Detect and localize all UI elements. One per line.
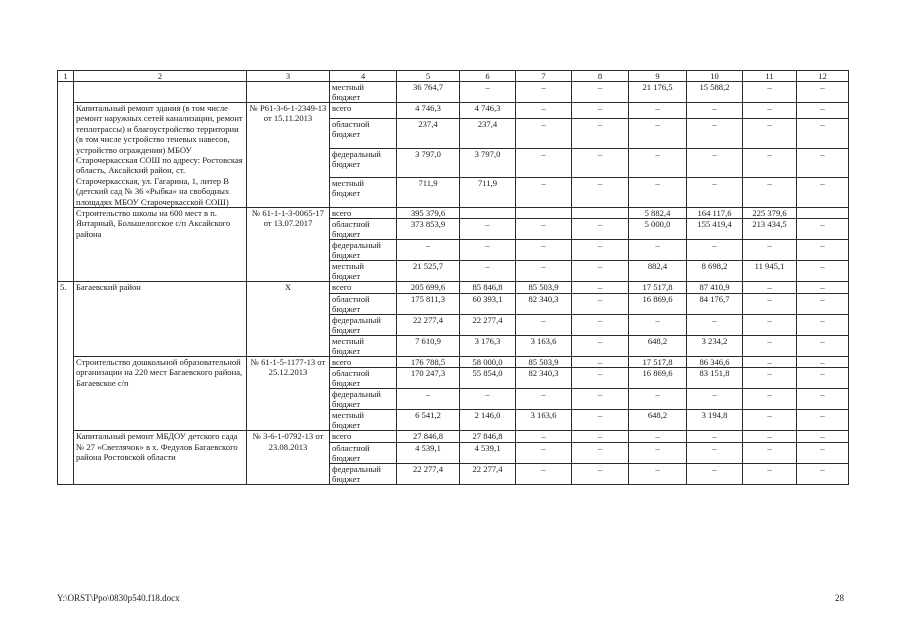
amount-cell: – (797, 240, 849, 261)
amount-cell: – (743, 368, 797, 389)
amount-cell: – (629, 389, 687, 410)
funding-source-cell: областной бюджет (330, 119, 397, 149)
amount-cell: – (797, 103, 849, 119)
document-number-cell: Х (247, 282, 330, 356)
document-number-cell: № 61-1-5-1177-13 от 25.12.2013 (247, 356, 330, 430)
amount-cell: 17 517,8 (629, 356, 687, 367)
amount-cell: 22 277,4 (397, 314, 460, 335)
amount-cell: – (797, 356, 849, 367)
amount-cell: 85 503,9 (516, 282, 572, 293)
row-number-cell: 5. (58, 282, 74, 484)
funding-source-cell: областной бюджет (330, 293, 397, 314)
amount-cell: – (572, 219, 629, 240)
amount-cell: 4 746,3 (460, 103, 516, 119)
amount-cell: 175 811,3 (397, 293, 460, 314)
funding-source-cell: всего (330, 356, 397, 367)
amount-cell: – (572, 389, 629, 410)
object-name-cell: Капитальный ремонт здания (в том числе ремонт наружных сетей канализации, ремонт теплотрассы) и благоустройство территории (в том числе устройство теневых навесов, устройство ограждения) МБОУ Старочеркасская СОШ по адресу: Ростовская область, Аксайский район, ст. Старочеркасская, ул. Гагарина, 1, литер В (детский сад № 36 «Рыбка» на свободных площадях МБОУ Старочеркасской СОШ) (74, 103, 247, 208)
funding-source-cell: федеральный бюджет (330, 314, 397, 335)
amount-cell: – (743, 119, 797, 149)
amount-cell: – (743, 82, 797, 103)
amount-cell: 16 869,6 (629, 293, 687, 314)
amount-cell: 17 517,8 (629, 282, 687, 293)
amount-cell: – (629, 148, 687, 178)
amount-cell: – (516, 240, 572, 261)
funding-source-cell: федеральный бюджет (330, 463, 397, 484)
amount-cell: – (460, 240, 516, 261)
amount-cell: 82 340,3 (516, 293, 572, 314)
amount-cell: 85 846,8 (460, 282, 516, 293)
amount-cell: 3 163,6 (516, 410, 572, 431)
amount-cell: – (687, 119, 743, 149)
funding-source-cell: местный бюджет (330, 261, 397, 282)
document-number-cell: № 61-1-1-3-0065-17 от 13.07.2017 (247, 208, 330, 282)
amount-cell: 225 379,6 (743, 208, 797, 219)
amount-cell: 395 379,6 (397, 208, 460, 219)
amount-cell: – (797, 119, 849, 149)
amount-cell: – (743, 103, 797, 119)
amount-cell: – (687, 240, 743, 261)
amount-cell: 155 419,4 (687, 219, 743, 240)
funding-source-cell: федеральный бюджет (330, 148, 397, 178)
amount-cell: – (797, 261, 849, 282)
amount-cell: – (516, 119, 572, 149)
amount-cell: – (572, 442, 629, 463)
amount-cell: 648,2 (629, 335, 687, 356)
amount-cell: 213 434,5 (743, 219, 797, 240)
amount-cell: 3 176,3 (460, 335, 516, 356)
amount-cell: 87 410,9 (687, 282, 743, 293)
amount-cell: – (797, 148, 849, 178)
amount-cell: 3 234,2 (687, 335, 743, 356)
amount-cell: – (516, 389, 572, 410)
amount-cell: – (516, 82, 572, 103)
amount-cell: – (572, 240, 629, 261)
amount-cell: – (743, 335, 797, 356)
amount-cell: – (687, 463, 743, 484)
amount-cell: 27 846,8 (397, 431, 460, 442)
funding-source-cell: местный бюджет (330, 178, 397, 208)
amount-cell: 21 525,7 (397, 261, 460, 282)
amount-cell: – (797, 389, 849, 410)
funding-source-cell: федеральный бюджет (330, 389, 397, 410)
amount-cell: – (743, 148, 797, 178)
amount-cell: – (572, 148, 629, 178)
amount-cell: – (797, 293, 849, 314)
amount-cell: 373 853,9 (397, 219, 460, 240)
amount-cell: – (687, 178, 743, 208)
amount-cell: – (629, 119, 687, 149)
amount-cell: – (572, 463, 629, 484)
amount-cell: 5 000,0 (629, 219, 687, 240)
amount-cell: – (572, 261, 629, 282)
object-name-cell: Багаевский район (74, 282, 247, 356)
table-row (58, 282, 849, 293)
amount-cell: – (797, 442, 849, 463)
amount-cell: – (572, 314, 629, 335)
column-number: 1 (58, 71, 74, 82)
page-number: 28 (835, 593, 844, 603)
amount-cell: 3 797,0 (397, 148, 460, 178)
amount-cell: – (572, 119, 629, 149)
amount-cell: – (743, 178, 797, 208)
object-name-cell (74, 82, 247, 103)
amount-cell: – (629, 178, 687, 208)
amount-cell (516, 208, 572, 219)
table-row (58, 103, 849, 119)
amount-cell: 36 764,7 (397, 82, 460, 103)
amount-cell: – (516, 103, 572, 119)
amount-cell: – (743, 463, 797, 484)
budget-table (57, 70, 849, 485)
funding-source-cell: всего (330, 208, 397, 219)
funding-source-cell: всего (330, 103, 397, 119)
document-number-cell (247, 82, 330, 103)
amount-cell: – (516, 463, 572, 484)
amount-cell: 16 869,6 (629, 368, 687, 389)
row-number-cell (58, 82, 74, 282)
amount-cell: – (797, 219, 849, 240)
amount-cell: 4 539,1 (397, 442, 460, 463)
amount-cell: 22 277,4 (460, 463, 516, 484)
amount-cell: – (572, 335, 629, 356)
amount-cell: 84 176,7 (687, 293, 743, 314)
amount-cell: 5 882,4 (629, 208, 687, 219)
amount-cell: – (516, 431, 572, 442)
amount-cell: 86 346,6 (687, 356, 743, 367)
amount-cell (460, 208, 516, 219)
amount-cell: 711,9 (397, 178, 460, 208)
amount-cell: – (743, 431, 797, 442)
funding-source-cell: областной бюджет (330, 442, 397, 463)
amount-cell: 4 746,3 (397, 103, 460, 119)
amount-cell: – (516, 261, 572, 282)
amount-cell: – (797, 314, 849, 335)
amount-cell: – (572, 178, 629, 208)
amount-cell: 164 117,6 (687, 208, 743, 219)
amount-cell: 11 945,1 (743, 261, 797, 282)
amount-cell: – (629, 431, 687, 442)
amount-cell: – (572, 282, 629, 293)
column-number: 11 (743, 71, 797, 82)
amount-cell: – (460, 261, 516, 282)
amount-cell: – (572, 82, 629, 103)
column-number: 7 (516, 71, 572, 82)
amount-cell: – (397, 240, 460, 261)
funding-source-cell: всего (330, 431, 397, 442)
amount-cell: 2 146,0 (460, 410, 516, 431)
table-row (58, 356, 849, 367)
amount-cell: – (572, 410, 629, 431)
amount-cell: 85 503,9 (516, 356, 572, 367)
amount-cell: 176 788,5 (397, 356, 460, 367)
amount-cell: 8 698,2 (687, 261, 743, 282)
amount-cell: – (743, 442, 797, 463)
funding-source-cell: всего (330, 282, 397, 293)
object-name-cell: Строительство школы на 600 мест в п. Янтарный, Большелогское с/п Аксайского района (74, 208, 247, 282)
amount-cell: – (797, 431, 849, 442)
amount-cell: – (797, 368, 849, 389)
amount-cell: – (797, 82, 849, 103)
amount-cell: – (797, 463, 849, 484)
amount-cell: – (687, 148, 743, 178)
amount-cell: – (743, 293, 797, 314)
amount-cell: – (797, 335, 849, 356)
column-number: 10 (687, 71, 743, 82)
amount-cell: – (460, 82, 516, 103)
funding-source-cell: местный бюджет (330, 410, 397, 431)
amount-cell: – (743, 389, 797, 410)
amount-cell: – (743, 410, 797, 431)
column-number: 9 (629, 71, 687, 82)
amount-cell: – (572, 103, 629, 119)
column-number: 5 (397, 71, 460, 82)
column-number: 3 (247, 71, 330, 82)
amount-cell: – (460, 219, 516, 240)
amount-cell: 4 539,1 (460, 442, 516, 463)
amount-cell: – (516, 148, 572, 178)
amount-cell: – (629, 240, 687, 261)
amount-cell (797, 208, 849, 219)
amount-cell: 15 588,2 (687, 82, 743, 103)
amount-cell: 648,2 (629, 410, 687, 431)
amount-cell: – (687, 103, 743, 119)
amount-cell: – (629, 463, 687, 484)
amount-cell: – (572, 431, 629, 442)
amount-cell: 21 176,5 (629, 82, 687, 103)
amount-cell: – (460, 389, 516, 410)
table-row (58, 208, 849, 219)
funding-source-cell: федеральный бюджет (330, 240, 397, 261)
amount-cell: 3 163,6 (516, 335, 572, 356)
amount-cell: – (629, 314, 687, 335)
column-number: 12 (797, 71, 849, 82)
table-row (58, 82, 849, 103)
amount-cell: – (397, 389, 460, 410)
amount-cell: 55 854,0 (460, 368, 516, 389)
object-name-cell: Строительство дошкольной образовательной организации на 220 мест Багаевского района, Багаевское с/п (74, 356, 247, 430)
amount-cell: 22 277,4 (397, 463, 460, 484)
amount-cell: 82 340,3 (516, 368, 572, 389)
amount-cell: – (797, 178, 849, 208)
funding-source-cell: областной бюджет (330, 368, 397, 389)
footer-file-path: Y:\ORST\Ppo\0830p540.f18.docx (57, 593, 180, 603)
amount-cell: 6 541,2 (397, 410, 460, 431)
column-number: 2 (74, 71, 247, 82)
amount-cell: – (572, 356, 629, 367)
column-number: 4 (330, 71, 397, 82)
amount-cell: 7 610,9 (397, 335, 460, 356)
amount-cell: – (516, 314, 572, 335)
amount-cell: – (687, 389, 743, 410)
amount-cell: 58 000,0 (460, 356, 516, 367)
column-number-row (58, 71, 849, 82)
amount-cell: 60 393,1 (460, 293, 516, 314)
amount-cell: 22 277,4 (460, 314, 516, 335)
column-number: 6 (460, 71, 516, 82)
amount-cell: – (797, 282, 849, 293)
funding-source-cell: местный бюджет (330, 335, 397, 356)
amount-cell: – (572, 368, 629, 389)
amount-cell: 882,4 (629, 261, 687, 282)
amount-cell: – (797, 410, 849, 431)
amount-cell: – (743, 282, 797, 293)
amount-cell: – (629, 442, 687, 463)
document-number-cell: № 3-6-1-0792-13 от 23.08.2013 (247, 431, 330, 484)
funding-source-cell: областной бюджет (330, 219, 397, 240)
amount-cell: 3 194,8 (687, 410, 743, 431)
funding-source-cell: местный бюджет (330, 82, 397, 103)
document-number-cell: № Р61-3-6-1-2349-13 от 15.11.2013 (247, 103, 330, 208)
amount-cell: – (687, 314, 743, 335)
amount-cell: 27 846,8 (460, 431, 516, 442)
object-name-cell: Капитальный ремонт МБДОУ детского сада № 27 «Светлячок» в х. Федулов Багаевского района Ростовской области (74, 431, 247, 484)
amount-cell: 205 699,6 (397, 282, 460, 293)
column-number: 8 (572, 71, 629, 82)
amount-cell: 170 247,3 (397, 368, 460, 389)
amount-cell: 237,4 (460, 119, 516, 149)
amount-cell: – (687, 442, 743, 463)
amount-cell: – (516, 178, 572, 208)
amount-cell (572, 208, 629, 219)
amount-cell: – (743, 314, 797, 335)
amount-cell: – (572, 293, 629, 314)
amount-cell: 3 797,0 (460, 148, 516, 178)
amount-cell: – (516, 442, 572, 463)
amount-cell: 83 151,8 (687, 368, 743, 389)
amount-cell: – (629, 103, 687, 119)
amount-cell: – (687, 431, 743, 442)
amount-cell: – (743, 356, 797, 367)
table-row (58, 431, 849, 442)
amount-cell: 237,4 (397, 119, 460, 149)
amount-cell: – (516, 219, 572, 240)
amount-cell: – (743, 240, 797, 261)
amount-cell: 711,9 (460, 178, 516, 208)
